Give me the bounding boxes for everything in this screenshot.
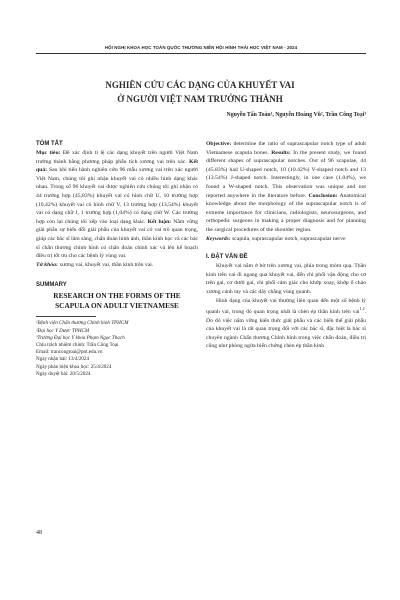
page-number: 48 xyxy=(36,530,42,536)
conclusion-text-vi: Nắm vững giải phẫu sự biến đổi giải phẫu của khuyết vai có vai trò quan trọng, giúp các bác sĩ lâm sàng, chẩn đoán hình ảnh, thần kinh học và các bác sĩ chấn thương chỉnh hình có chẩn đoán chính xác và lên kế hoạch điều trị tốt ưu cho các bệnh lý vùng vai. xyxy=(36,218,198,260)
results-text-vi: Sau khi tiến hành nghiên cứu 96 mẫu xương vai trên xác người Việt Nam, chúng tôi ghi nhận khuyết vai có nhiều hình dạng khác nhau. Trong số 96 khuyết vai được nghiên cứu chúng tôi ghi nhận có 44 trường hợp (45,83%) khuyết vai có hình chữ U, 10 trường hợp (10,42%) khuyết vai có hình chữ V, 13 trường hợp (13,54%) khuyết vai có dạng chữ J, 1 trường hợp (1,04%) có dạng chữ W. Các trường hợp còn lại chúng tôi xếp vào loại dạng khác. xyxy=(36,167,198,225)
title-line-2: Ở NGƯỜI VIỆT NAM TRƯỞNG THÀNH xyxy=(117,94,283,104)
abstract-vi-body xyxy=(36,149,198,261)
keywords-label-en: Keywords: xyxy=(206,235,231,242)
results-text-en: In the present study, we found different shapes of suprascapular notches. Out of 96 scapulae, 44 (45.83%) had U-shaped notch, 10 (10.42%) V-shaped notch and 13 (13.54%) J-shaped notch. Interestingly, in one case (1.04%), we found a W-shaped notch. This observation was unique and not reported anywhere in the literature before. xyxy=(206,149,367,199)
footnote-accepted: Ngày duyệt bài: 20/5/2024 xyxy=(36,370,91,377)
footnote-affiliation-3: ³Trường Đại học Y khoa Phạm Ngọc Thạch xyxy=(36,334,125,341)
results-label-vi: Kết quả: xyxy=(36,158,199,174)
title-line-1: NGHIÊN CỨU CÁC DẠNG CỦA KHUYẾT VAI xyxy=(105,80,295,90)
author-list: Nguyễn Tấn Toàn¹, Nguyễn Hoàng Vũ², Trần Công Toại³ xyxy=(226,112,366,118)
objective-text-en: determine the ratio of suprascapular notch type of adult Vietnamese scapula bones. xyxy=(206,141,367,156)
conclusion-label-vi: Kết luận: xyxy=(147,218,172,225)
header-rule xyxy=(36,53,366,54)
footnote-email: Email: trancongtoai@pnt.edu.vn xyxy=(36,349,103,356)
intro-p2-rest: . Do đó việc nắm vững kiến thức giải phẫu và các biến thể giải phẫu của khuyết vai là rất quan trọng đối với các bác sĩ, đặc biệt là bác sĩ chuyên ngành Chấn thương Chỉnh hình trong việc chẩn đoán, điều trị cũng như phòng ngừa biến chứng chèn ép thần kinh xyxy=(206,308,366,350)
objective-label-vi: Mục tiêu: xyxy=(36,150,61,156)
objective-label-en: Objective: xyxy=(206,141,232,147)
intro-p2-citation: 1,2 xyxy=(359,306,365,312)
keywords-en xyxy=(206,235,366,244)
objective-text-vi: Đề xác định tỉ lệ các dạng khuyết trên người Việt Nam trưởng thành bằng phương pháp phẫu tích xương vai trên xác. xyxy=(36,150,198,165)
conclusion-label-en: Conclusion: xyxy=(308,192,338,199)
intro-paragraph-2 xyxy=(206,297,366,351)
running-header: HỘI NGHỊ KHOA HỌC TOÀN QUỐC THƯỜNG NIÊN HỘI HÌNH THÁI HỌC VIỆT NAM - 2024 xyxy=(104,45,298,50)
left-column xyxy=(36,140,198,378)
footnote-contact: Chịu trách nhiệm chính: Trần Công Toại xyxy=(36,341,119,348)
article-title xyxy=(40,78,360,106)
intro-p2-text: Hình dạng của khuyết vai thường liên quan đến một số bệnh lý quanh vai, trong đó quan trọng nhất là chèn ép thần kinh trên vai xyxy=(206,297,366,315)
abstract-vi-heading: TÓM TẮT xyxy=(36,141,63,147)
right-column xyxy=(206,140,366,351)
intro-heading: I. ĐẶT VẤN ĐỀ xyxy=(206,254,248,261)
footnote-affiliation-2: ²Đại học Y Dược TPHCM xyxy=(36,327,90,334)
footnote-affiliation-1: ¹Bệnh viện Chấn thương Chỉnh hình TPHCM xyxy=(36,320,129,327)
english-title: RESEARCH ON THE FORMS OF THE SCAPULA ON ADULT VIETNAMESE xyxy=(53,291,181,310)
keywords-text-vi: xương vai, khuyết vai, thần kinh trên vai. xyxy=(59,261,154,268)
summary-heading: SUMMARY xyxy=(36,282,67,289)
abstract-en-body xyxy=(206,140,366,235)
keywords-label-vi: Từ khóa: xyxy=(36,261,58,268)
footnote-rule xyxy=(36,316,96,317)
footnote-received: Ngày nhận bài: 13/4/2024 xyxy=(36,356,90,363)
results-label-en: Results: xyxy=(271,149,291,156)
intro-paragraph-1: Khuyết vai nằm ở bờ trên xương vai, phía trong mỏm quạ. Thần kinh trên vai đi ngang qua khuyết vai, đến chi phối vận động cho cơ trên gai, cơ dưới gai, chi phối cảm giác cho khớp xoay, khớp ổ chảo xương cánh tay và các dây chằng vùng quanh. xyxy=(206,263,366,295)
conclusion-text-en: Anatomical knowledge about the morphology of the suprascapular notch is of extreme importance for clinicians, radiologists, neurosurgeons, and orthopedic surgeons in making a proper diagnosis and for planning the surgical procedures of the shoulder region. xyxy=(206,192,367,233)
footnote-reviewed: Ngày phản biện khoa học: 25/4/2024 xyxy=(36,363,112,370)
keywords-vi xyxy=(36,261,198,270)
keywords-text-en: scapula, suprascapular notch, suprascapular nerve xyxy=(232,235,346,242)
